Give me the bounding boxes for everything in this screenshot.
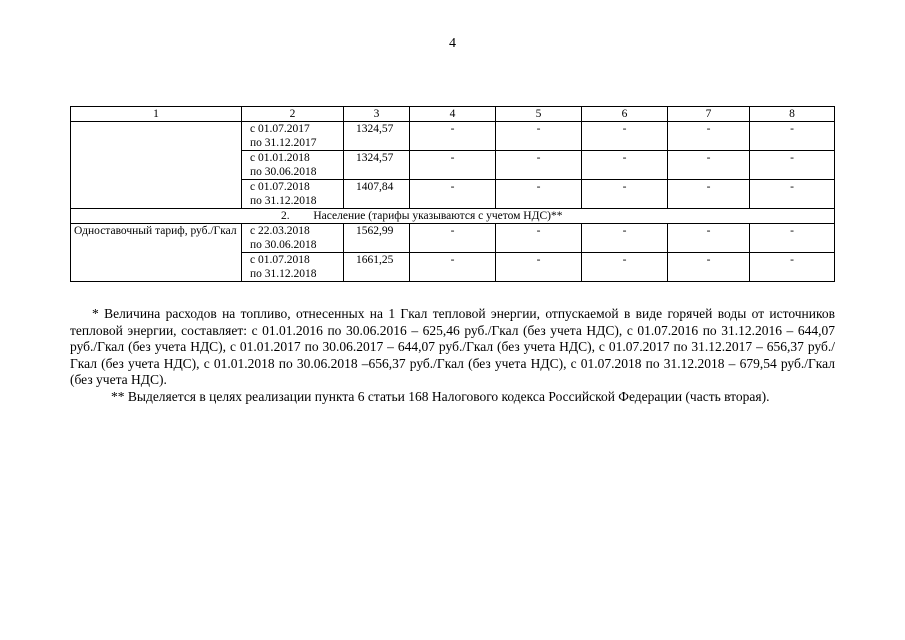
period-cell xyxy=(242,151,344,180)
empty-value-cell: - xyxy=(668,253,750,282)
empty-value-cell: - xyxy=(582,224,668,253)
empty-value-cell: - xyxy=(496,180,582,209)
section-number: 2. xyxy=(281,210,290,222)
period-from: с 01.07.2018 xyxy=(250,254,310,266)
empty-value-cell: - xyxy=(668,224,750,253)
empty-value-cell: - xyxy=(410,253,496,282)
tariff-value: 1324,57 xyxy=(344,122,410,151)
period-from: с 01.07.2017 xyxy=(250,123,310,135)
empty-value-cell: - xyxy=(750,180,835,209)
column-header: 1 xyxy=(71,107,242,122)
empty-value-cell: - xyxy=(496,253,582,282)
page-number: 4 xyxy=(449,36,456,51)
empty-value-cell: - xyxy=(668,151,750,180)
period-to: по 31.12.2018 xyxy=(250,268,317,280)
footnote-vat: ** Выделяется в целях реализации пункта 6 статьи 168 Налогового кодекса Российской Федерации (часть вторая). xyxy=(111,388,770,404)
empty-value-cell: - xyxy=(668,180,750,209)
tariff-value: 1407,84 xyxy=(344,180,410,209)
footnotes xyxy=(70,306,835,405)
empty-value-cell: - xyxy=(582,122,668,151)
empty-value-cell: - xyxy=(496,122,582,151)
empty-value-cell: - xyxy=(750,224,835,253)
empty-value-cell: - xyxy=(410,122,496,151)
period-cell xyxy=(242,253,344,282)
period-cell xyxy=(242,180,344,209)
column-header: 8 xyxy=(750,107,835,122)
section-header-cell xyxy=(71,209,835,224)
period-cell xyxy=(242,122,344,151)
column-header: 7 xyxy=(668,107,750,122)
empty-value-cell: - xyxy=(410,180,496,209)
period-from: с 01.07.2018 xyxy=(250,181,310,193)
period-to: по 31.12.2017 xyxy=(250,137,317,149)
section-title: Население (тарифы указываются с учетом НДС)** xyxy=(313,210,563,222)
section-header-row xyxy=(71,209,835,224)
table-row xyxy=(71,224,835,253)
row-description-cell: Одноставочный тариф, руб./Гкал xyxy=(71,224,242,282)
empty-value-cell: - xyxy=(582,180,668,209)
tariff-value: 1661,25 xyxy=(344,253,410,282)
footnote-fuel-costs: * Величина расходов на топливо, отнесенных на 1 Гкал тепловой энергии, отпускаемой в виде горячей воды от источников тепловой энергии, составляет: с 01.01.2016 по 30.06.2016 – 625,46 руб./Гкал (без учета НДС), с 01.07.2016 по 31.12.2016 – 644,07 руб./Гкал (без учета НДС), с 01.01.2017 по 30.06.2017 – 644,07 руб./Гкал (без учета НДС), с 01.07.2017 по 31.12.2017 – 656,37 руб./Гкал (без учета НДС), с 01.01.2018 по 30.06.2018 –656,37 руб./Гкал (без учета НДС), с 01.07.2018 по 31.12.2018 – 679,54 руб./Гкал (без учета НДС). xyxy=(70,306,835,387)
tariff-table xyxy=(70,106,835,282)
period-to: по 30.06.2018 xyxy=(250,239,317,251)
period-to: по 30.06.2018 xyxy=(250,166,317,178)
empty-value-cell: - xyxy=(582,253,668,282)
column-header: 3 xyxy=(344,107,410,122)
period-from: с 01.01.2018 xyxy=(250,152,310,164)
column-header: 4 xyxy=(410,107,496,122)
tariff-value: 1562,99 xyxy=(344,224,410,253)
empty-value-cell: - xyxy=(496,151,582,180)
column-header: 2 xyxy=(242,107,344,122)
period-to: по 31.12.2018 xyxy=(250,195,317,207)
empty-value-cell: - xyxy=(750,151,835,180)
empty-value-cell: - xyxy=(582,151,668,180)
table-header-row xyxy=(71,107,835,122)
period-cell xyxy=(242,224,344,253)
empty-value-cell: - xyxy=(496,224,582,253)
empty-value-cell: - xyxy=(750,122,835,151)
empty-value-cell: - xyxy=(410,224,496,253)
period-from: с 22.03.2018 xyxy=(250,225,310,237)
column-header: 6 xyxy=(582,107,668,122)
empty-value-cell: - xyxy=(750,253,835,282)
tariff-value: 1324,57 xyxy=(344,151,410,180)
table-row xyxy=(71,122,835,151)
column-header: 5 xyxy=(496,107,582,122)
empty-value-cell: - xyxy=(668,122,750,151)
row-description-cell xyxy=(71,122,242,209)
empty-value-cell: - xyxy=(410,151,496,180)
